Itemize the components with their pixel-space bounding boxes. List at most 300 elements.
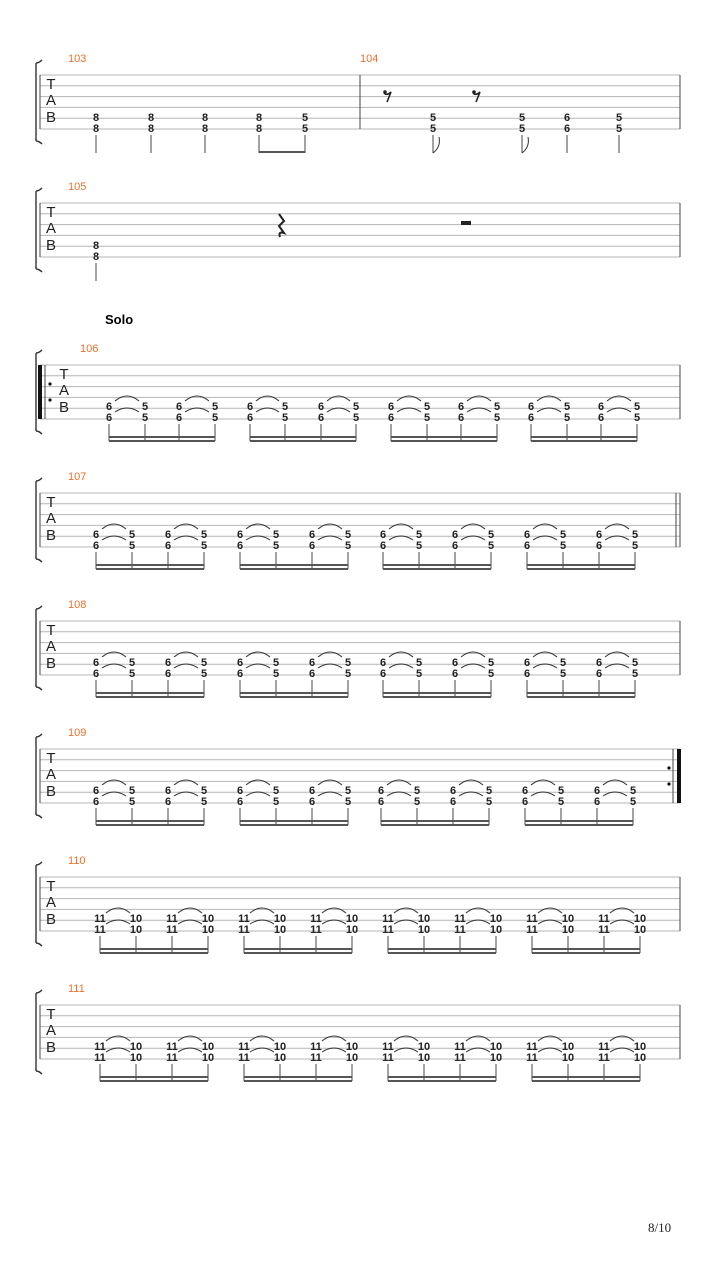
fret-number: 6 (164, 529, 172, 541)
fret-number: 5 (423, 401, 431, 413)
fret-number: 6 (308, 785, 316, 797)
fret-number: 5 (415, 668, 423, 680)
fret-number: 11 (526, 1041, 538, 1053)
fret-number: 6 (377, 796, 385, 808)
fret-number: 6 (236, 657, 244, 669)
fret-number: 11 (454, 1041, 466, 1053)
fret-number: 6 (92, 796, 100, 808)
fret-number: 5 (344, 529, 352, 541)
fret-number: 5 (272, 796, 280, 808)
hammer-on-slur (538, 1036, 562, 1041)
fret-number: 5 (128, 529, 136, 541)
fret-number: 5 (272, 785, 280, 797)
fret-number: 5 (557, 796, 565, 808)
fret-number: 5 (559, 529, 567, 541)
fret-number: 5 (352, 412, 360, 424)
hammer-on-slur (389, 652, 413, 657)
fret-number: 6 (563, 112, 571, 124)
fret-number: 8 (201, 112, 209, 124)
hammer-on-slur (256, 396, 279, 401)
fret-number: 5 (633, 401, 641, 413)
fret-number: 10 (561, 1041, 575, 1053)
repeat-dot (48, 398, 51, 401)
hammer-on-slur (178, 1036, 202, 1041)
fret-number: 5 (344, 796, 352, 808)
fret-number: 11 (166, 924, 178, 936)
fret-number: 11 (94, 1041, 106, 1053)
tab-letter-B: B (45, 237, 57, 254)
fret-number: 5 (423, 412, 431, 424)
fret-number: 6 (379, 657, 387, 669)
hammer-on-slur (102, 524, 126, 529)
fret-number: 5 (631, 657, 639, 669)
fret-number: 5 (200, 540, 208, 552)
fret-number: 8 (147, 123, 155, 135)
fret-number: 11 (598, 1041, 610, 1053)
fret-number: 10 (273, 1041, 287, 1053)
fret-number: 6 (597, 401, 605, 413)
measure-number: 107 (68, 471, 87, 483)
hammer-on-slur (610, 1036, 634, 1041)
fret-number: 10 (273, 1052, 287, 1064)
fret-number: 10 (345, 913, 359, 925)
fret-number: 6 (595, 529, 603, 541)
fret-number: 6 (236, 785, 244, 797)
tab-letter-A: A (45, 766, 57, 783)
fret-number: 5 (344, 657, 352, 669)
fret-number: 11 (94, 924, 106, 936)
fret-number: 5 (281, 401, 289, 413)
hammer-on-slur (607, 396, 631, 401)
fret-number: 11 (526, 913, 538, 925)
fret-number: 8 (255, 123, 263, 135)
quarter-rest (279, 214, 284, 237)
fret-number: 6 (92, 540, 100, 552)
fret-number: 6 (377, 785, 385, 797)
fret-number: 10 (417, 913, 431, 925)
tab-letter-B: B (45, 911, 57, 928)
fret-number: 5 (557, 785, 565, 797)
fret-number: 6 (527, 412, 535, 424)
hammer-on-slur (174, 524, 198, 529)
section-label: Solo (105, 312, 134, 327)
fret-number: 10 (417, 1052, 431, 1064)
fret-number: 6 (236, 529, 244, 541)
fret-number: 5 (352, 401, 360, 413)
fret-number: 10 (489, 1052, 503, 1064)
fret-number: 6 (379, 668, 387, 680)
fret-number: 5 (128, 668, 136, 680)
fret-number: 5 (487, 668, 495, 680)
measure-number: 109 (68, 727, 87, 739)
fret-number: 10 (129, 924, 143, 936)
fret-number: 5 (563, 412, 571, 424)
tab-letter-B: B (45, 1039, 57, 1056)
hammer-on-slur (246, 524, 270, 529)
fret-number: 6 (379, 540, 387, 552)
fret-number: 5 (615, 123, 623, 135)
fret-number: 6 (523, 540, 531, 552)
fret-number: 11 (238, 913, 250, 925)
fret-number: 5 (429, 123, 437, 135)
fret-number: 11 (382, 924, 394, 936)
fret-number: 11 (310, 913, 322, 925)
hammer-on-slur (461, 652, 485, 657)
half-rest (461, 221, 471, 225)
fret-number: 5 (415, 657, 423, 669)
hammer-on-slur (318, 652, 342, 657)
fret-number: 11 (598, 924, 610, 936)
system-brace (36, 606, 42, 690)
fret-number: 6 (449, 796, 457, 808)
system-brace (36, 990, 42, 1074)
fret-number: 6 (523, 529, 531, 541)
fret-number: 5 (281, 412, 289, 424)
fret-number: 5 (344, 668, 352, 680)
fret-number: 10 (201, 924, 215, 936)
fret-number: 6 (597, 412, 605, 424)
tab-letter-A: A (45, 638, 57, 655)
fret-number: 10 (201, 1052, 215, 1064)
fret-number: 6 (308, 540, 316, 552)
fret-number: 5 (485, 796, 493, 808)
measure-number: 111 (68, 983, 85, 995)
fret-number: 5 (272, 529, 280, 541)
fret-number: 10 (489, 1041, 503, 1053)
fret-number: 6 (451, 668, 459, 680)
system-brace (36, 60, 42, 144)
fret-number: 6 (451, 540, 459, 552)
fret-number: 5 (615, 112, 623, 124)
fret-number: 11 (238, 924, 250, 936)
fret-number: 5 (301, 123, 309, 135)
fret-number: 6 (451, 657, 459, 669)
fret-number: 6 (523, 657, 531, 669)
fret-number: 10 (201, 1041, 215, 1053)
fret-number: 11 (382, 1052, 394, 1064)
measure-number: 104 (360, 53, 379, 65)
fret-number: 10 (561, 1052, 575, 1064)
fret-number: 6 (593, 785, 601, 797)
repeat-dot (48, 382, 51, 385)
hammer-on-slur (106, 1036, 130, 1041)
fret-number: 6 (451, 529, 459, 541)
fret-number: 6 (236, 668, 244, 680)
fret-number: 10 (345, 1052, 359, 1064)
tab-letter-A: A (58, 382, 70, 399)
hammer-on-slur (246, 780, 270, 785)
tab-letter-B: B (58, 399, 70, 416)
fret-number: 10 (633, 1041, 647, 1053)
fret-number: 11 (454, 913, 466, 925)
fret-number: 6 (236, 796, 244, 808)
fret-number: 6 (449, 785, 457, 797)
fret-number: 11 (454, 924, 466, 936)
fret-number: 5 (563, 401, 571, 413)
measure-number: 108 (68, 599, 87, 611)
hammer-on-slur (394, 908, 418, 913)
fret-number: 11 (238, 1052, 250, 1064)
fret-number: 6 (105, 412, 113, 424)
fret-number: 5 (493, 401, 501, 413)
fret-number: 5 (493, 412, 501, 424)
tab-letter-A: A (45, 894, 57, 911)
fret-number: 6 (92, 529, 100, 541)
fret-number: 6 (92, 785, 100, 797)
tab-letter-B: B (45, 527, 57, 544)
fret-number: 10 (273, 924, 287, 936)
fret-number: 8 (147, 112, 155, 124)
fret-number: 5 (141, 412, 149, 424)
fret-number: 6 (308, 529, 316, 541)
fret-number: 5 (200, 668, 208, 680)
fret-number: 6 (105, 401, 113, 413)
fret-number: 6 (236, 540, 244, 552)
eighth-rest-dot (383, 90, 387, 94)
hammer-on-slur (461, 524, 485, 529)
fret-number: 5 (301, 112, 309, 124)
hammer-on-slur (389, 524, 413, 529)
fret-number: 6 (563, 123, 571, 135)
fret-number: 10 (273, 913, 287, 925)
hammer-on-slur (318, 780, 342, 785)
fret-number: 6 (595, 668, 603, 680)
hammer-on-slur (174, 780, 198, 785)
measure-number: 110 (68, 855, 86, 867)
fret-number: 6 (175, 401, 183, 413)
hammer-on-slur (102, 652, 126, 657)
fret-number: 6 (175, 412, 183, 424)
hammer-on-slur (466, 1036, 490, 1041)
measure-number: 103 (68, 53, 87, 65)
fret-number: 6 (521, 796, 529, 808)
hammer-on-slur (466, 908, 490, 913)
hammer-on-slur (322, 908, 346, 913)
hammer-on-slur (459, 780, 483, 785)
fret-number: 5 (518, 123, 526, 135)
hammer-on-slur (106, 908, 130, 913)
fret-number: 6 (317, 401, 325, 413)
fret-number: 5 (128, 540, 136, 552)
fret-number: 11 (382, 1041, 394, 1053)
fret-number: 6 (92, 668, 100, 680)
tab-letter-T: T (46, 622, 56, 639)
hammer-on-slur (102, 780, 126, 785)
fret-number: 10 (201, 913, 215, 925)
measure-number: 106 (80, 343, 99, 355)
fret-number: 5 (559, 540, 567, 552)
hammer-on-slur (605, 524, 629, 529)
measure-number: 105 (68, 181, 87, 193)
tab-letter-T: T (59, 366, 69, 383)
fret-number: 5 (128, 785, 136, 797)
fret-number: 6 (308, 796, 316, 808)
fret-number: 11 (94, 913, 106, 925)
fret-number: 5 (629, 796, 637, 808)
fret-number: 5 (128, 796, 136, 808)
fret-number: 5 (631, 529, 639, 541)
fret-number: 10 (129, 1052, 143, 1064)
fret-number: 6 (527, 401, 535, 413)
hammer-on-slur (387, 780, 411, 785)
system-brace (36, 862, 42, 946)
fret-number: 5 (559, 668, 567, 680)
fret-number: 6 (246, 412, 254, 424)
tab-letter-T: T (46, 494, 56, 511)
fret-number: 6 (308, 668, 316, 680)
fret-number: 11 (310, 924, 322, 936)
fret-number: 5 (413, 796, 421, 808)
fret-number: 5 (272, 657, 280, 669)
tab-letter-T: T (46, 204, 56, 221)
repeat-thick-bar (677, 749, 681, 803)
fret-number: 8 (255, 112, 263, 124)
fret-number: 5 (429, 112, 437, 124)
hammer-on-slur (467, 396, 491, 401)
page-number: 8/10 (648, 1220, 672, 1235)
fret-number: 6 (308, 657, 316, 669)
fret-number: 8 (92, 123, 100, 135)
fret-number: 5 (487, 657, 495, 669)
hammer-on-slur (531, 780, 555, 785)
tab-letter-A: A (45, 220, 57, 237)
fret-number: 5 (344, 540, 352, 552)
hammer-on-slur (327, 396, 350, 401)
hammer-on-slur (250, 1036, 274, 1041)
fret-number: 5 (344, 785, 352, 797)
fret-number: 10 (417, 1041, 431, 1053)
fret-number: 5 (633, 412, 641, 424)
repeat-dot (667, 766, 670, 769)
fret-number: 10 (489, 924, 503, 936)
fret-number: 11 (598, 1052, 610, 1064)
tab-letter-A: A (45, 92, 57, 109)
fret-number: 5 (128, 657, 136, 669)
fret-number: 11 (526, 924, 538, 936)
fret-number: 6 (164, 796, 172, 808)
fret-number: 6 (164, 785, 172, 797)
hammer-on-slur (538, 908, 562, 913)
tab-letter-A: A (45, 510, 57, 527)
fret-number: 5 (487, 540, 495, 552)
fret-number: 6 (457, 401, 465, 413)
hammer-on-slur (610, 908, 634, 913)
tab-letter-B: B (45, 655, 57, 672)
hammer-on-slur (318, 524, 342, 529)
fret-number: 6 (164, 540, 172, 552)
fret-number: 11 (526, 1052, 538, 1064)
system-brace (36, 188, 42, 272)
hammer-on-slur (178, 908, 202, 913)
fret-number: 10 (633, 924, 647, 936)
hammer-on-slur (394, 1036, 418, 1041)
fret-number: 6 (523, 668, 531, 680)
fret-number: 6 (379, 529, 387, 541)
fret-number: 11 (598, 913, 610, 925)
fret-number: 11 (310, 1052, 322, 1064)
fret-number: 5 (200, 796, 208, 808)
hammer-on-slur (605, 652, 629, 657)
system-brace (36, 478, 42, 562)
note-flag (522, 137, 528, 153)
hammer-on-slur (250, 908, 274, 913)
fret-number: 6 (521, 785, 529, 797)
fret-number: 8 (92, 240, 100, 252)
hammer-on-slur (322, 1036, 346, 1041)
repeat-thick-bar (38, 365, 42, 419)
hammer-on-slur (185, 396, 209, 401)
fret-number: 6 (595, 540, 603, 552)
hammer-on-slur (397, 396, 421, 401)
tab-letter-T: T (46, 76, 56, 93)
note-flag (433, 137, 439, 153)
fret-number: 10 (633, 913, 647, 925)
fret-number: 10 (561, 913, 575, 925)
tab-letter-T: T (46, 1006, 56, 1023)
fret-number: 5 (200, 657, 208, 669)
fret-number: 5 (631, 540, 639, 552)
hammer-on-slur (246, 652, 270, 657)
tab-letter-T: T (46, 878, 56, 895)
fret-number: 11 (166, 913, 178, 925)
fret-number: 5 (211, 401, 219, 413)
fret-number: 10 (345, 924, 359, 936)
fret-number: 11 (454, 1052, 466, 1064)
fret-number: 10 (129, 913, 143, 925)
tab-letter-T: T (46, 750, 56, 767)
fret-number: 10 (489, 913, 503, 925)
fret-number: 5 (518, 112, 526, 124)
fret-number: 5 (413, 785, 421, 797)
fret-number: 10 (129, 1041, 143, 1053)
hammer-on-slur (533, 652, 557, 657)
fret-number: 5 (200, 529, 208, 541)
repeat-dot (667, 782, 670, 785)
eighth-rest-dot (472, 90, 476, 94)
fret-number: 6 (457, 412, 465, 424)
fret-number: 6 (164, 668, 172, 680)
fret-number: 8 (92, 251, 100, 263)
fret-number: 11 (166, 1041, 178, 1053)
fret-number: 5 (485, 785, 493, 797)
fret-number: 11 (94, 1052, 106, 1064)
fret-number: 6 (595, 657, 603, 669)
fret-number: 10 (633, 1052, 647, 1064)
fret-number: 5 (272, 540, 280, 552)
fret-number: 8 (201, 123, 209, 135)
hammer-on-slur (115, 396, 139, 401)
hammer-on-slur (174, 652, 198, 657)
fret-number: 5 (415, 529, 423, 541)
fret-number: 11 (166, 1052, 178, 1064)
fret-number: 11 (238, 1041, 250, 1053)
tab-letter-B: B (45, 783, 57, 800)
fret-number: 6 (164, 657, 172, 669)
fret-number: 5 (415, 540, 423, 552)
system-brace (36, 734, 42, 818)
fret-number: 5 (629, 785, 637, 797)
fret-number: 5 (272, 668, 280, 680)
tab-letter-B: B (45, 109, 57, 126)
fret-number: 10 (561, 924, 575, 936)
fret-number: 6 (387, 401, 395, 413)
fret-number: 5 (559, 657, 567, 669)
fret-number: 5 (200, 785, 208, 797)
fret-number: 8 (92, 112, 100, 124)
tab-letter-A: A (45, 1022, 57, 1039)
fret-number: 6 (593, 796, 601, 808)
hammer-on-slur (533, 524, 557, 529)
